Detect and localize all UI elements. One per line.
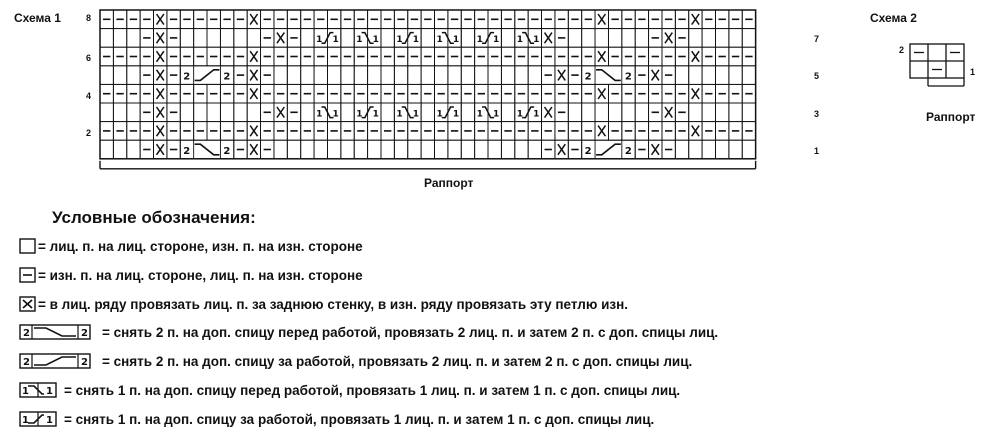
- svg-text:2: 2: [81, 357, 88, 368]
- stitch-cell: [194, 103, 207, 122]
- cable-count-label: 1: [533, 109, 540, 120]
- stitch-cell: [515, 66, 528, 85]
- stitch-cell: [501, 66, 514, 85]
- stitch-cell: [274, 66, 287, 85]
- right-row-number: 1: [814, 146, 820, 156]
- stitch-cell: [608, 103, 621, 122]
- cable-count-label: 2: [183, 71, 191, 83]
- stitch-cell: [488, 66, 501, 85]
- stitch-cell: [582, 29, 595, 48]
- cable-count-label: 2: [223, 145, 231, 157]
- stitch-cell: [742, 66, 755, 85]
- legend-item: [18, 295, 628, 313]
- cable-count-label: 2: [584, 145, 592, 157]
- stitch-cell: [702, 103, 715, 122]
- cable-count-label: 1: [356, 35, 363, 46]
- svg-text:1: 1: [22, 386, 29, 397]
- cable-count-label: 1: [516, 35, 524, 46]
- stitch-cell: [689, 140, 702, 159]
- cable-count-label: 1: [436, 35, 443, 46]
- stitch-cell: [381, 66, 394, 85]
- cable-count-label: 1: [372, 35, 379, 46]
- stitch-cell: [568, 29, 581, 48]
- stitch-cell: [113, 29, 126, 48]
- cable-cross-line: [596, 70, 621, 81]
- stitch-cell: [327, 140, 340, 159]
- legend-title: Условные обозначения:: [52, 208, 256, 227]
- stitch-cell: [448, 140, 461, 159]
- scheme1-title: Схема 1: [14, 11, 61, 25]
- stitch-cell: [568, 103, 581, 122]
- stitch-cell: [394, 140, 407, 159]
- svg-text:1: 1: [46, 415, 53, 426]
- svg-text:1: 1: [46, 386, 53, 397]
- stitch-cell: [528, 140, 541, 159]
- cable-count-label: 1: [493, 35, 500, 46]
- stitch-cell: [180, 29, 193, 48]
- stitch-cell: [622, 29, 635, 48]
- cable-count-label: 2: [624, 145, 632, 157]
- stitch-cell: [287, 140, 300, 159]
- stitch-cell: [207, 103, 220, 122]
- stitch-cell: [635, 103, 648, 122]
- cable-count-label: 1: [316, 109, 323, 120]
- cable-count-label: 2: [624, 71, 632, 83]
- stitch-cell: [113, 140, 126, 159]
- stitch-cell: [702, 29, 715, 48]
- stitch-cell: [689, 29, 702, 48]
- scheme2-title: Схема 2: [870, 11, 917, 25]
- stitch-cell: [675, 140, 688, 159]
- stitch-cell: [461, 29, 474, 48]
- left-row-number: 6: [86, 53, 92, 63]
- right-row-number: 5: [814, 71, 820, 81]
- svg-text:2: 2: [23, 328, 30, 339]
- legend-text: = снять 2 п. на доп. спицу за работой, провязать 2 лиц. п. и затем 2 п. с доп. спицы лиц.: [102, 353, 693, 369]
- stitch-cell: [354, 66, 367, 85]
- stitch-cell: [341, 66, 354, 85]
- stitch-cell: [461, 66, 474, 85]
- stitch-cell: [301, 29, 314, 48]
- stitch-cell: [729, 103, 742, 122]
- stitch-cell: [368, 140, 381, 159]
- cable-2x2-front-symbol-icon: [18, 323, 96, 341]
- stitch-cell: [354, 140, 367, 159]
- stitch-cell: [301, 140, 314, 159]
- cable-cross-line: [195, 144, 220, 155]
- stitch-cell: [435, 66, 448, 85]
- stitch-cell: [675, 66, 688, 85]
- cable-count-label: 1: [452, 109, 460, 120]
- cable-count-label: 1: [332, 109, 339, 120]
- cable-count-label: 1: [372, 109, 379, 120]
- stitch-cell: [742, 29, 755, 48]
- stitch-cell: [715, 140, 728, 159]
- stitch-cell: [421, 66, 434, 85]
- scheme2-row-number: 1: [970, 67, 976, 77]
- stitch-cell: [501, 140, 514, 159]
- cable-count-label: 1: [396, 109, 403, 120]
- cable-count-label: 1: [493, 109, 500, 120]
- left-row-number: 2: [86, 128, 92, 138]
- stitch-cell: [715, 66, 728, 85]
- stitch-cell: [247, 103, 260, 122]
- stitch-cell: [100, 66, 113, 85]
- stitch-cell: [702, 140, 715, 159]
- stitch-cell: [314, 140, 327, 159]
- stitch-cell: [180, 103, 193, 122]
- stitch-cell: [742, 103, 755, 122]
- stitch-cell: [501, 29, 514, 48]
- stitch-cell: [341, 29, 354, 48]
- stitch-cell: [220, 29, 233, 48]
- legend-text: = снять 1 п. на доп. спицу за работой, провязать 1 лиц. п. и затем 1 п. с доп. спицы лиц.: [64, 411, 655, 427]
- legend-text: = в лиц. ряду провязать лиц. п. за заднюю стенку, в изн. ряду провязать эту петлю изн.: [38, 296, 629, 312]
- stitch-cell: [341, 140, 354, 159]
- stitch-cell: [274, 140, 287, 159]
- stitch-cell: [421, 103, 434, 122]
- stitch-cell: [702, 66, 715, 85]
- stitch-cell: [100, 140, 113, 159]
- stitch-cell: [314, 66, 327, 85]
- cable-count-label: 1: [356, 109, 363, 120]
- stitch-cell: [207, 29, 220, 48]
- cable-count-label: 1: [452, 35, 460, 46]
- stitch-cell: [608, 29, 621, 48]
- cable-count-label: 2: [183, 145, 191, 157]
- legend-item: [18, 266, 363, 284]
- stitch-cell: [742, 140, 755, 159]
- stitch-cell: [528, 66, 541, 85]
- legend-item: [18, 323, 718, 341]
- stitch-cell: [220, 103, 233, 122]
- stitch-cell: [622, 103, 635, 122]
- stitch-cell: [501, 103, 514, 122]
- cable-count-label: 1: [476, 109, 483, 120]
- right-row-number: 7: [814, 34, 820, 44]
- stitch-cell: [448, 66, 461, 85]
- stitch-cell: [408, 66, 421, 85]
- cable-count-label: 1: [412, 109, 420, 120]
- stitch-cell: [194, 29, 207, 48]
- stitch-cell: [100, 29, 113, 48]
- stitch-cell: [689, 66, 702, 85]
- legend-text: = снять 2 п. на доп. спицу перед работой, провязать 2 лиц. п. и затем 2 п. с доп. спицы лиц.: [102, 324, 719, 340]
- stitch-cell: [729, 66, 742, 85]
- stitch-cell: [301, 66, 314, 85]
- cable-count-label: 1: [316, 35, 323, 46]
- stitch-cell: [635, 29, 648, 48]
- stitch-cell: [287, 66, 300, 85]
- stitch-cell: [368, 66, 381, 85]
- cable-count-label: 1: [396, 35, 403, 46]
- right-row-number: 3: [814, 109, 820, 119]
- legend-text: = снять 1 п. на доп. спицу перед работой, провязать 1 лиц. п. и затем 1 п. с доп. спицы лиц.: [64, 382, 681, 398]
- stitch-cell: [582, 103, 595, 122]
- stitch-cell: [381, 140, 394, 159]
- stitch-cell: [689, 103, 702, 122]
- cable-count-label: 2: [584, 71, 592, 83]
- stitch-cell: [488, 140, 501, 159]
- stitch-cell: [394, 66, 407, 85]
- legend-item: [18, 381, 680, 399]
- stitch-cell: [421, 140, 434, 159]
- stitch-cell: [435, 140, 448, 159]
- stitch-cell: [327, 66, 340, 85]
- svg-text:2: 2: [23, 357, 30, 368]
- cable-count-label: 2: [223, 71, 231, 83]
- left-row-number: 8: [86, 13, 92, 23]
- legend-text: = лиц. п. на лиц. стороне, изн. п. на изн. стороне: [38, 238, 363, 254]
- scheme2-row-number: 2: [899, 45, 905, 55]
- stitch-cell: [113, 66, 126, 85]
- stitch-cell: [729, 140, 742, 159]
- cable-count-label: 1: [412, 35, 420, 46]
- legend-item: [18, 237, 363, 255]
- cable-cross-line: [596, 144, 621, 155]
- stitch-cell: [127, 140, 140, 159]
- scheme1-chart-grid: [0, 0, 1001, 200]
- scheme1-repeat-label: Раппорт: [424, 176, 474, 190]
- legend-item: [18, 352, 692, 370]
- stitch-cell: [381, 103, 394, 122]
- stitch-cell: [408, 140, 421, 159]
- stitch-cell: [595, 103, 608, 122]
- cable-cross-line: [195, 70, 220, 81]
- svg-text:1: 1: [22, 415, 29, 426]
- stitch-cell: [595, 29, 608, 48]
- stitch-cell: [515, 140, 528, 159]
- cable-count-label: 1: [516, 109, 524, 120]
- stitch-cell: [461, 103, 474, 122]
- cable-count-label: 1: [332, 35, 339, 46]
- stitch-cell: [127, 103, 140, 122]
- scheme2-chart-grid: [908, 42, 970, 98]
- stitch-cell: [234, 103, 247, 122]
- stitch-cell: [127, 29, 140, 48]
- stitch-cell: [715, 29, 728, 48]
- stitch-cell: [234, 29, 247, 48]
- scheme2-repeat-label: Раппорт: [926, 110, 976, 124]
- stitch-cell: [247, 29, 260, 48]
- stitch-cell: [475, 66, 488, 85]
- left-row-number: 4: [86, 91, 92, 101]
- stitch-cell: [475, 140, 488, 159]
- cable-count-label: 1: [533, 35, 540, 46]
- stitch-cell: [729, 29, 742, 48]
- svg-text:2: 2: [81, 328, 88, 339]
- cable-count-label: 1: [476, 35, 483, 46]
- cable-count-label: 1: [436, 109, 443, 120]
- stitch-cell: [341, 103, 354, 122]
- stitch-cell: [113, 103, 126, 122]
- cable-2x2-back-symbol-icon: [18, 352, 96, 370]
- legend-item: [18, 410, 654, 428]
- stitch-cell: [461, 140, 474, 159]
- stitch-cell: [100, 103, 113, 122]
- stitch-cell: [381, 29, 394, 48]
- stitch-cell: [715, 103, 728, 122]
- stitch-cell: [301, 103, 314, 122]
- legend-text: = изн. п. на лиц. стороне, лиц. п. на изн. стороне: [38, 267, 363, 283]
- stitch-cell: [127, 66, 140, 85]
- stitch-cell: [421, 29, 434, 48]
